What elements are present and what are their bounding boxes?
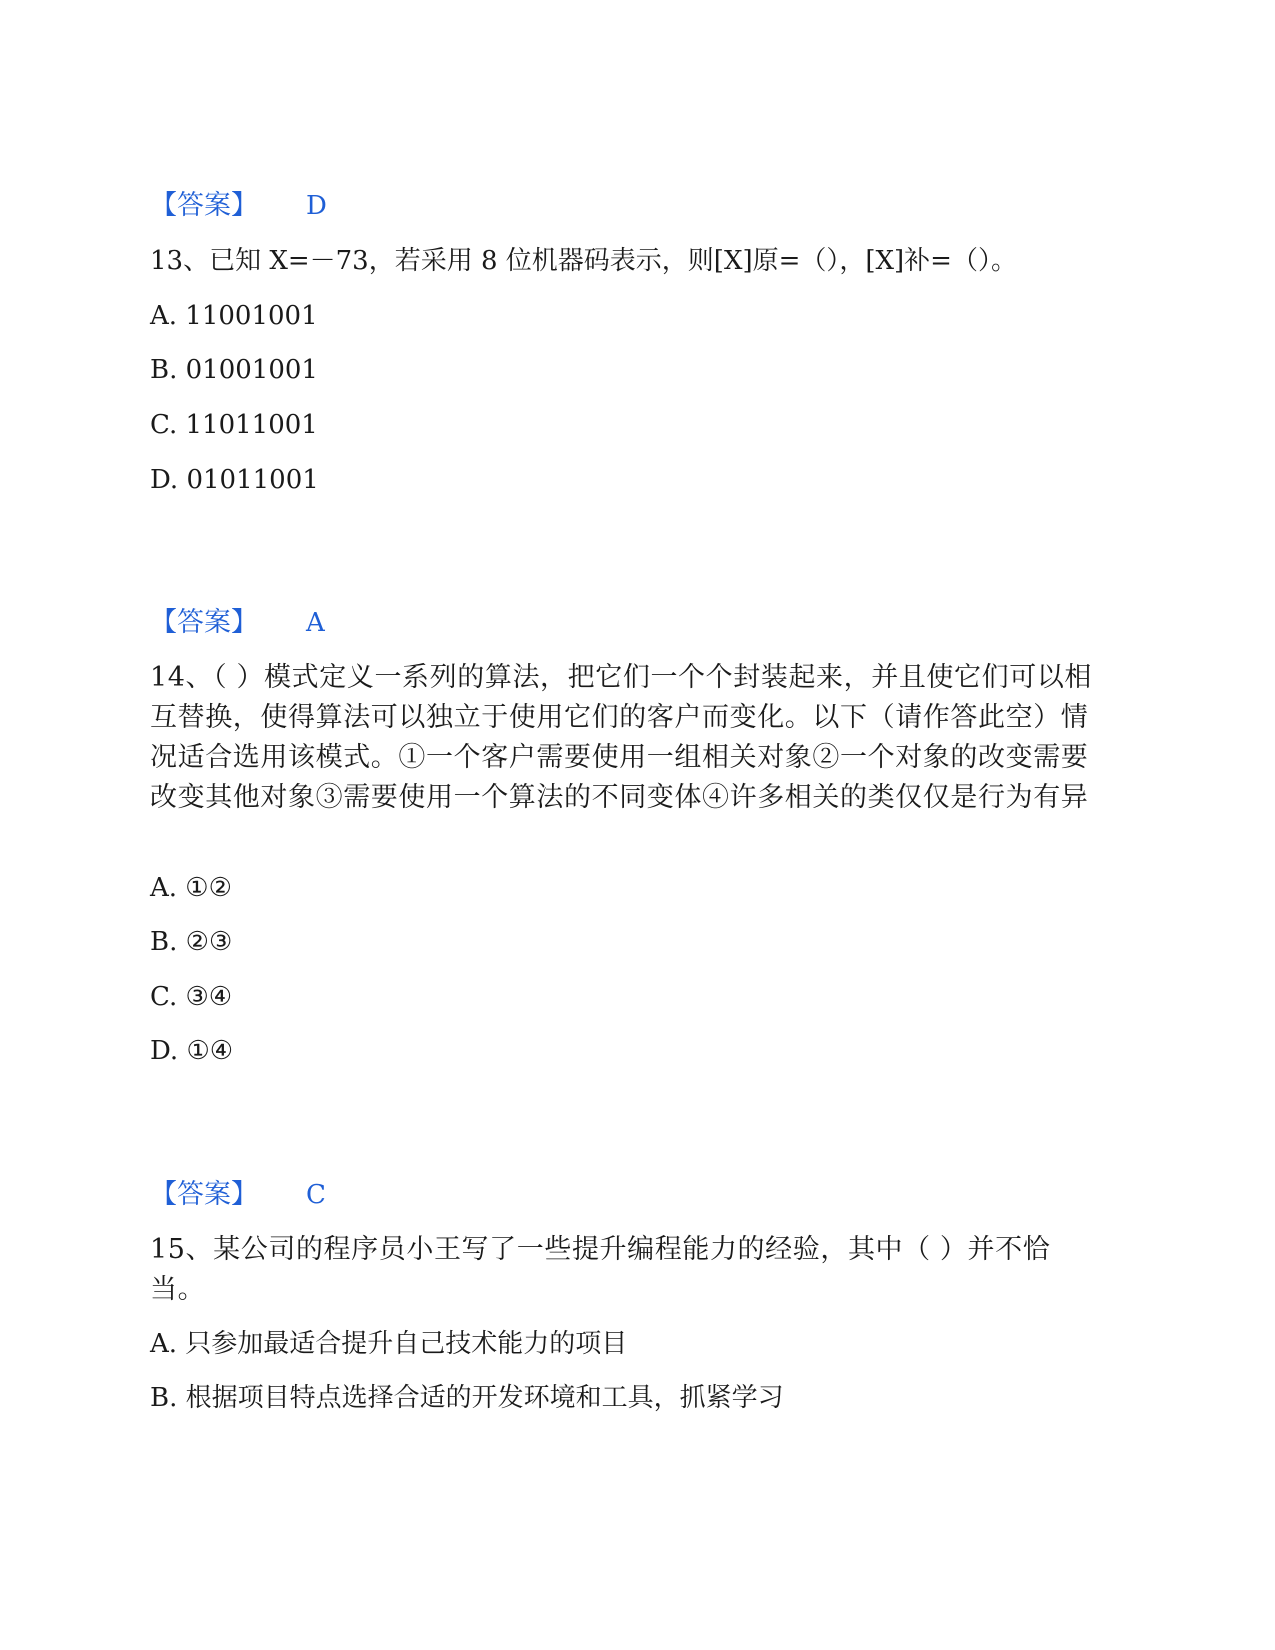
answer-line bbox=[150, 186, 327, 226]
answer-value: A bbox=[306, 608, 325, 638]
option-a: A. ①② bbox=[150, 873, 232, 903]
option-b: B. ②③ bbox=[150, 927, 233, 957]
answer-label: 【答案】 bbox=[150, 1179, 258, 1210]
answer-line bbox=[150, 603, 325, 643]
option-a: A. 11001001 bbox=[150, 301, 318, 331]
option-d: D. 01011001 bbox=[150, 465, 319, 495]
option-a: A. 只参加最适合提升自己技术能力的项目 bbox=[150, 1329, 628, 1359]
question-13-text: 13、已知 X=－73，若采用 8 位机器码表示，则[X]原=（），[X]补=（）。 bbox=[150, 246, 1017, 276]
option-b: B. 01001001 bbox=[150, 355, 318, 385]
option-c: C. ③④ bbox=[150, 982, 233, 1012]
answer-label: 【答案】 bbox=[150, 190, 258, 221]
answer-label: 【答案】 bbox=[150, 607, 258, 638]
answer-value: D bbox=[306, 191, 327, 221]
question-15-text: 15、某公司的程序员小王写了一些提升编程能力的经验，其中（ ）并不恰当。 bbox=[150, 1234, 1051, 1305]
option-d: D. ①④ bbox=[150, 1036, 234, 1066]
answer-value: C bbox=[306, 1180, 326, 1210]
answer-line bbox=[150, 1175, 326, 1215]
option-b: B. 根据项目特点选择合适的开发环境和工具，抓紧学习 bbox=[150, 1383, 784, 1413]
option-c: C. 11011001 bbox=[150, 410, 318, 440]
question-14-text: 14、（ ）模式定义一系列的算法，把它们一个个封装起来，并且使它们可以相互替换，使得算法可以独立于使用它们的客户而变化。以下（请作答此空）情况适合选用该模式。①一个客户需要使用一组相关对象②一个对象的改变需要改变其他对象③需要使用一个算法的不同变体④许多相关的类仅仅是行为有异 bbox=[150, 662, 1093, 813]
